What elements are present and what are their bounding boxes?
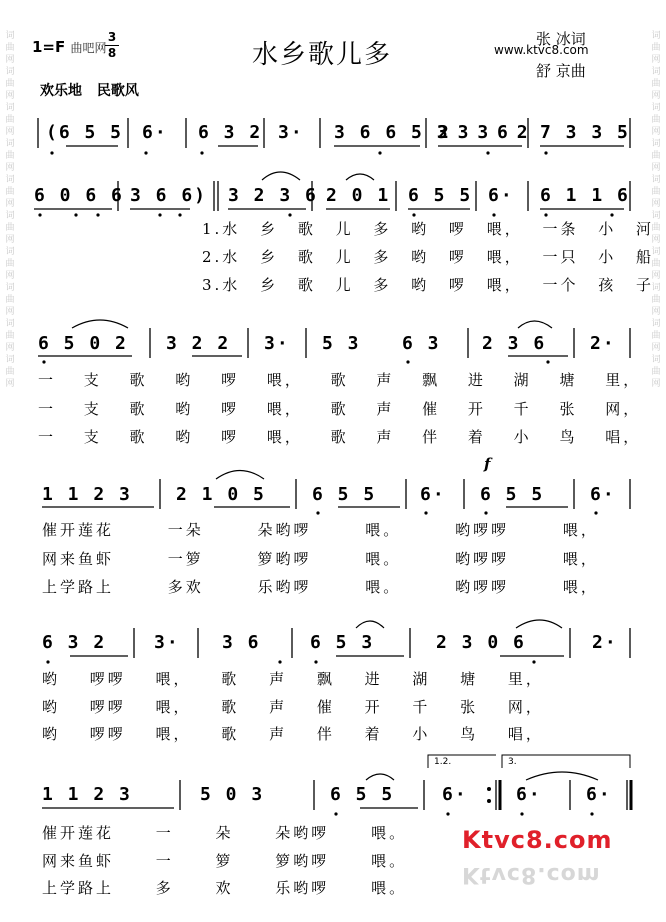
row3-measure-6: 2 3 6 [482,333,547,354]
row3-measure-7: 2· [590,333,616,354]
volta-3-bracket [502,755,630,768]
repeat-dot [487,787,491,791]
row1-measure-7: 7 3 3 5 [540,122,630,143]
row2-measure-3: 3 2 3 6 [228,185,318,206]
row2-measure-7: 6 1 1 6 [540,185,630,206]
low-octave-dot [288,213,291,216]
low-octave-dot [378,151,381,154]
row5-lyric-verse2: 哟 啰啰 喂， 歌 声 催 开 千 张 网， [42,698,544,716]
low-octave-dot [158,213,161,216]
low-octave-dot [520,812,523,815]
row2-lyric-verse3: 3.水 乡 歌 儿 多 哟 啰 喂， 一个 孩 子 [202,276,654,294]
low-octave-dot [406,360,409,363]
slur [356,621,384,628]
site-logo-reflection: Ktvc8.com [462,862,601,887]
site-url: www.ktvc8.com [494,43,589,57]
low-octave-dot [544,151,547,154]
row4-measure-5: 6 5 5 [480,484,545,505]
slur [262,172,300,180]
slur [346,174,374,180]
row2-measure-5: 6 5 5 [408,185,473,206]
low-octave-dot [38,213,41,216]
low-octave-dot [544,213,547,216]
row2-measure-4: 2 0 1 [326,185,391,206]
low-octave-dot [424,511,427,514]
row3-measure-5: 6 3 [402,333,441,354]
low-octave-dot [200,151,203,154]
low-octave-dot [412,213,415,216]
row1-measure-4: 3· [278,122,304,143]
meter-bottom: 8 [105,45,119,61]
row5-measure-1: 6 3 2 [42,632,107,653]
row4-lyric-verse2: 网来鱼虾 一箩 箩哟啰 喂。 哟啰啰 喂， [42,550,599,568]
row3-lyric-verse1: 一 支 歌 哟 啰 喂， 歌 声 飘 进 湖 塘 里， [38,371,642,389]
beam-underlines [34,146,624,808]
row1-measure-1: (6 5 5 [46,122,124,143]
low-octave-dot [492,213,495,216]
row3-measure-3: 3· [264,333,290,354]
row3-lyric-verse3: 一 支 歌 哟 啰 喂， 歌 声 伴 着 小 鸟 唱， [38,428,642,446]
octave-dots [38,151,613,815]
row4-measure-1: 1 1 2 3 [42,484,132,505]
low-octave-dot [610,213,613,216]
volta-3-label: 3. [508,757,517,767]
row6-measure-5: 6· [516,784,542,805]
row1-measure-3: 6 3 2 [198,122,263,143]
row6-measure-3: 6 5 5 [330,784,395,805]
barlines [38,118,631,810]
low-octave-dot [484,511,487,514]
row2-measure-1: 6 0 6 6 [34,185,124,206]
site-logo: Ktvc8.com [462,826,613,854]
low-octave-dot [96,213,99,216]
row2-lyric-verse1: 1.水 乡 歌 儿 多 哟 啰 喂， 一条 小 河 [202,220,654,238]
low-octave-dot [50,151,53,154]
row6-lyric-verse1: 催开莲花 一 朵 朵哟啰 喂。 [42,824,408,842]
row4-lyric-verse1: 催开莲花 一朵 朵哟啰 喂。 哟啰啰 喂， [42,521,599,539]
row4-measure-3: 6 5 5 [312,484,377,505]
side-watermark-right: 词曲网词曲网词曲网词曲网词曲网词曲网词曲网词曲网词曲网词曲网 [651,31,661,389]
row1-measure-5: 3 6 6 5 3 [334,122,450,143]
row5-measure-2: 3· [154,632,180,653]
low-octave-dot [486,151,489,154]
row5-measure-5: 2 3 0 6 [436,632,526,653]
low-octave-dot [594,511,597,514]
low-octave-dot [46,660,49,663]
low-octave-dot [334,812,337,815]
meter-top: 3 [107,30,117,44]
row3-measure-2: 3 2 2 [166,333,231,354]
low-octave-dot [546,360,549,363]
low-octave-dot [316,511,319,514]
dynamic-forte: f [484,455,491,473]
low-octave-dot [314,660,317,663]
slur [72,320,128,328]
low-octave-dot [144,151,147,154]
low-octave-dot [74,213,77,216]
row4-lyric-verse3: 上学路上 多欢 乐哟啰 喂。 哟啰啰 喂， [42,578,599,596]
slurs [72,172,598,780]
row5-lyric-verse1: 哟 啰啰 喂， 歌 声 飘 进 湖 塘 里， [42,670,544,688]
volta-1-2-bracket [428,755,496,768]
low-octave-dot [278,660,281,663]
slur [518,321,552,328]
tempo-style: 欢乐地 民歌风 [40,83,139,99]
low-octave-dot [532,660,535,663]
slur [516,620,562,628]
lyricist-credit: 张 冰词 [536,30,586,48]
low-octave-dot [178,213,181,216]
row5-measure-4: 6 5 3 [310,632,375,653]
key-overlay-watermark: 曲吧网 [70,41,107,55]
slur [216,471,264,480]
row4-measure-4: 6· [420,484,446,505]
repeat-dot [487,799,491,803]
row3-measure-4: 5 3 [322,333,361,354]
row2-measure-6: 6· [488,185,514,206]
slur [526,772,598,780]
low-octave-dot [590,812,593,815]
row6-measure-6: 6· [586,784,612,805]
row6-measure-2: 5 0 3 [200,784,265,805]
row4-measure-2: 2 1 0 5 [176,484,266,505]
row5-lyric-verse3: 哟 啰啰 喂， 歌 声 伴 着 小 鸟 唱， [42,725,544,743]
song-title: 水乡歌儿多 [252,40,393,70]
key-label: 1=F [32,38,66,56]
row4-measure-6: 6· [590,484,616,505]
row6-measure-1: 1 1 2 3 [42,784,132,805]
row2-lyric-verse2: 2.水 乡 歌 儿 多 哟 啰 喂， 一只 小 船 [202,248,654,266]
side-watermark-left: 词曲网词曲网词曲网词曲网词曲网词曲网词曲网词曲网词曲网词曲网 [5,31,15,389]
row3-measure-1: 6 5 0 2 [38,333,128,354]
row2-measure-2: 3 6 6) [130,185,208,206]
low-octave-dot [446,812,449,815]
row6-lyric-verse2: 网来鱼虾 一 箩 箩哟啰 喂。 [42,852,408,870]
row6-measure-4: 6· [442,784,468,805]
slur [366,774,394,780]
row1-measure-6: 2 3 3 6 2 [438,122,527,143]
low-octave-dot [42,360,45,363]
volta-1-2-label: 1.2. [434,757,452,767]
row6-lyric-verse3: 上学路上 多 欢 乐哟啰 喂。 [42,879,408,897]
row1-measure-2: 6· [142,122,168,143]
row5-measure-6: 2· [592,632,618,653]
row5-measure-3: 3 6 [222,632,261,653]
volta-brackets [428,755,630,768]
row3-lyric-verse2: 一 支 歌 哟 啰 喂， 歌 声 催 开 千 张 网， [38,400,642,418]
composer-credit: 舒 京曲 [536,62,586,80]
